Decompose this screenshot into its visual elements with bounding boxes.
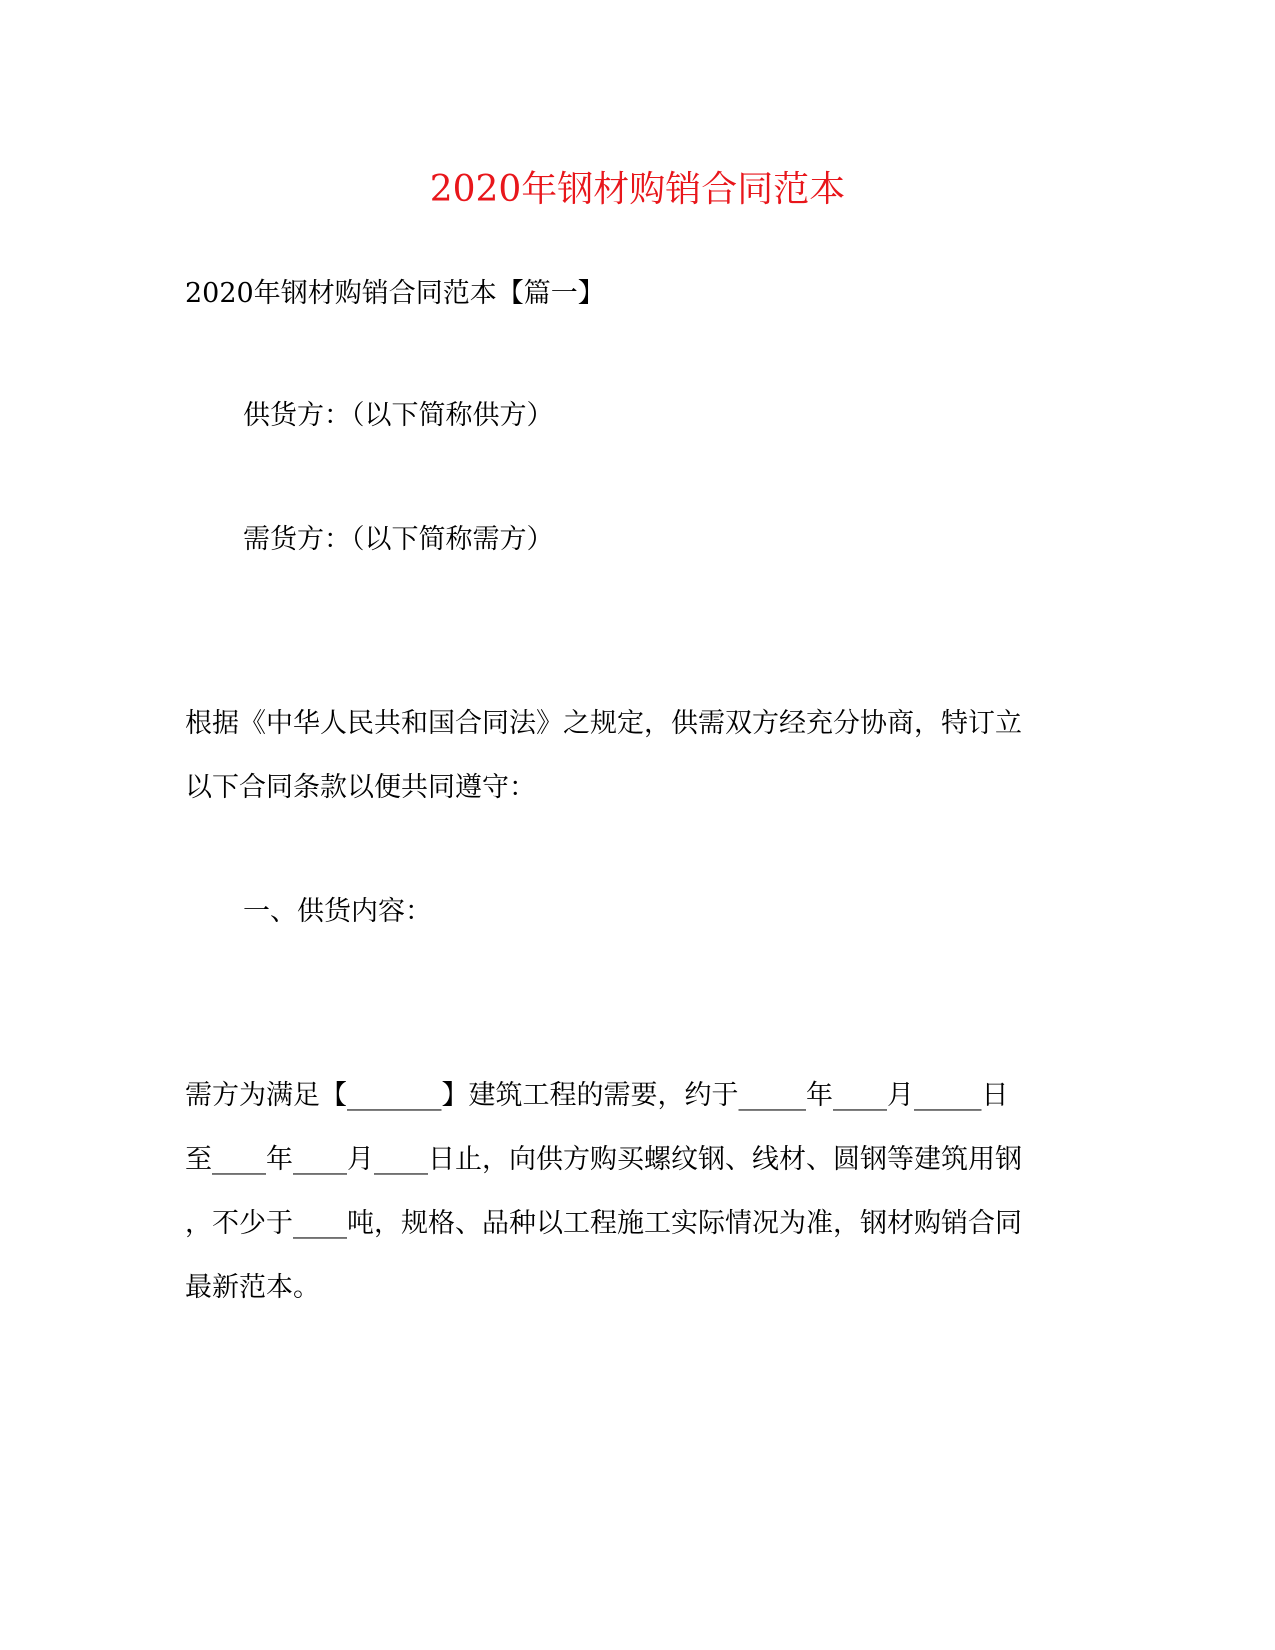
body-paragraph	[185, 1064, 1090, 1320]
document-title: 2020年钢材购销合同范本	[429, 169, 846, 210]
intro-line: 以下合同条款以便共同遵守：	[185, 772, 536, 803]
document-subtitle: 2020年钢材购销合同范本【篇一】	[185, 278, 605, 309]
section-heading: 一、供货内容：	[243, 896, 432, 927]
body-line: 需方为满足【_______】建筑工程的需要，约于_____年____月_____日	[185, 1080, 1009, 1111]
body-line: ，不少于____吨，规格、品种以工程施工实际情况为准，钢材购销合同	[185, 1208, 1022, 1239]
intro-paragraph	[185, 692, 1090, 820]
supplier-line: 供货方：（以下简称供方）	[243, 400, 554, 431]
buyer-line: 需货方：（以下简称需方）	[243, 524, 554, 555]
body-line: 最新范本。	[185, 1272, 320, 1303]
body-line: 至____年____月____日止，向供方购买螺纹钢、线材、圆钢等建筑用钢	[185, 1144, 1022, 1175]
intro-line: 根据《中华人民共和国合同法》之规定，供需双方经充分协商，特订立	[185, 708, 1022, 739]
